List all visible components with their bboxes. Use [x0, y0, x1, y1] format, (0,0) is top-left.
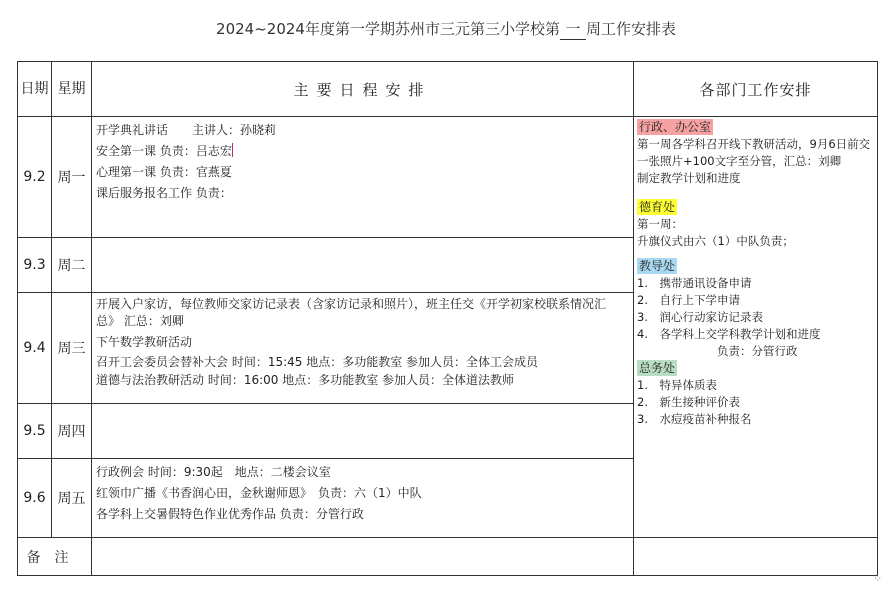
department-cell[interactable]: [634, 117, 878, 538]
title-prefix: 2024~2024年度第一学期苏州市三元第三小学校第: [216, 20, 560, 38]
dept-item: 2. 新生接种评价表: [637, 395, 740, 409]
schedule-table: [17, 61, 878, 576]
schedule-row-mon: [18, 117, 878, 238]
main-schedule-cell[interactable]: [92, 238, 634, 293]
weekday-cell: 周四: [52, 404, 92, 459]
dept-admin: [637, 119, 874, 187]
dept-tag-general: 总务处: [639, 361, 676, 375]
main-schedule-cell[interactable]: [92, 293, 634, 404]
dept-item: 3. 水痘疫苗补种报名: [637, 412, 752, 426]
weekday-cell: 周一: [52, 117, 92, 238]
header-date: 日期: [18, 62, 52, 117]
dept-item: 4. 各学科上交学科教学计划和进度: [637, 327, 821, 341]
notes-row: [18, 538, 878, 576]
dept-item: 1. 携带通讯设备申请: [637, 276, 752, 290]
schedule-line: 课后服务报名工作 负责：: [96, 186, 232, 200]
schedule-line: 各学科上交暑假特色作业优秀作品 负责：分管行政: [96, 507, 364, 521]
header-main-schedule: 主要日程安排: [92, 62, 634, 117]
dept-tag-teaching: 教导处: [639, 259, 676, 273]
dept-item: 1. 特异体质表: [637, 378, 717, 392]
schedule-line: 行政例会 时间：9:30起 地点：二楼会议室: [96, 465, 331, 479]
schedule-line: 道德与法治教研活动 时间：16:00 地点：多功能教室 参加人员：全体道法教师: [96, 373, 515, 387]
document-title: [0, 18, 892, 40]
dept-item: 升旗仪式由六（1）中队负责；: [637, 234, 794, 248]
weekday-cell: 周五: [52, 459, 92, 538]
date-cell: 9.4: [18, 293, 52, 404]
schedule-line: 召开工会委员会替补大会 时间：15:45 地点：多功能教室 参加人员：全体工会成员: [96, 355, 539, 369]
notes-main-cell[interactable]: [92, 538, 634, 576]
header-weekday: 星期: [52, 62, 92, 117]
dept-item: 2. 自行上下学申请: [637, 293, 740, 307]
date-cell: 9.3: [18, 238, 52, 293]
dept-item: 3. 润心行动家访记录表: [637, 310, 763, 324]
schedule-line: 开展入户家访，每位教师交家访记录表（含家访记录和照片），班主任交《开学初家校联系情况汇总》 汇总：刘卿: [96, 297, 607, 328]
schedule-line: 心理第一课 负责：官燕夏: [96, 165, 232, 179]
notes-label: 备注: [18, 538, 92, 576]
header-department-schedule: 各部门工作安排: [634, 62, 878, 117]
date-cell: 9.2: [18, 117, 52, 238]
dept-note: 负责：分管行政: [717, 344, 798, 358]
main-schedule-cell[interactable]: [92, 117, 634, 238]
text-cursor: [232, 143, 233, 157]
schedule-line: 安全第一课 负责：吕志宏: [96, 144, 232, 158]
dept-item: 第一周各学科召开线下教研活动，9月6日前交一张照片+100文字至分管，汇总：刘卿: [637, 137, 871, 168]
dept-general: [637, 360, 874, 428]
dept-tag-moral: 德育处: [639, 200, 676, 214]
main-schedule-cell[interactable]: [92, 459, 634, 538]
header-row: [18, 62, 878, 117]
resize-handle-icon[interactable]: ⁘: [873, 572, 883, 585]
main-schedule-cell[interactable]: [92, 404, 634, 459]
schedule-line: 下午数学教研活动: [96, 335, 193, 349]
dept-item: 第一周：: [637, 217, 683, 231]
schedule-line: 开学典礼讲话 主讲人：孙晓莉: [96, 123, 277, 137]
dept-tag-admin: 行政、办公室: [639, 120, 712, 134]
weekday-cell: 周三: [52, 293, 92, 404]
date-cell: 9.5: [18, 404, 52, 459]
weekday-cell: 周二: [52, 238, 92, 293]
dept-item: 制定教学计划和进度: [637, 171, 741, 185]
notes-dept-cell[interactable]: [634, 538, 878, 576]
dept-teaching: [637, 258, 874, 360]
date-cell: 9.6: [18, 459, 52, 538]
title-suffix: 周工作安排表: [585, 20, 676, 38]
week-number-blank[interactable]: 一: [560, 18, 586, 40]
schedule-line: 红领巾广播《书香润心田，金秋谢师恩》 负责：六（1）中队: [96, 486, 422, 500]
dept-moral: [637, 199, 874, 250]
